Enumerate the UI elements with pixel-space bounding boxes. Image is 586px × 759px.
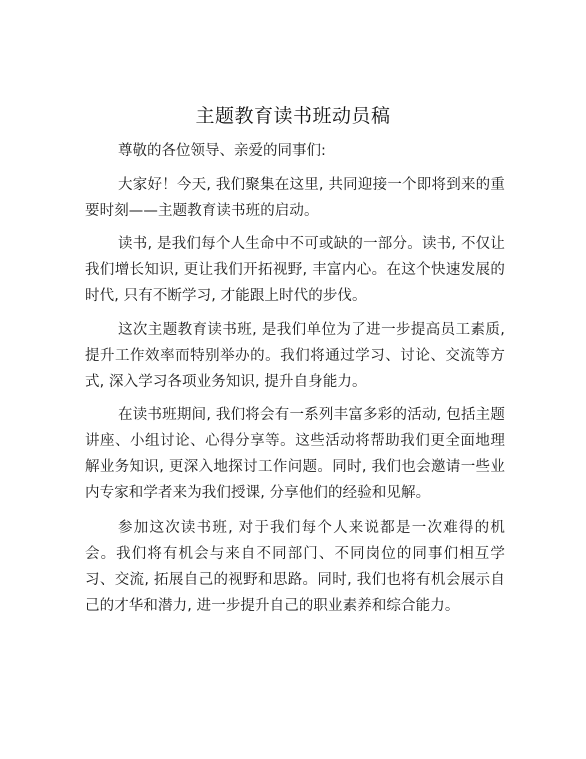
paragraph-purpose: 这次主题教育读书班, 是我们单位为了进一步提高员工素质, 提升工作效率而特别举办的。我们将通过学习、讨论、交流等方式, 深入学习各项业务知识, 提升自身能力。 (85, 322, 505, 390)
paragraph-opportunity: 参加这次读书班, 对于我们每个人来说都是一次难得的机会。我们将有机会与来自不同部门、不同岗位的同事们相互学习、交流, 拓展自己的视野和思路。同时, 我们也将有机会展示自己的才华和潜力, 进一步提升自己的职业素养和综合能力。 (85, 520, 505, 614)
document-title: 主题教育读书班动员稿 (195, 105, 391, 127)
paragraph-reading: 读书, 是我们每个人生命中不可或缺的一部分。读书, 不仅让我们增长知识, 更让我们开拓视野, 丰富内心。在这个快速发展的时代, 只有不断学习, 才能跟上时代的步伐。 (85, 236, 505, 304)
paragraph-greeting: 大家好！今天, 我们聚集在这里, 共同迎接一个即将到来的重要时刻——主题教育读书班的启动。 (85, 177, 505, 219)
salutation: 尊敬的各位领导、亲爱的同事们: (118, 143, 326, 159)
paragraph-activities: 在读书班期间, 我们将会有一系列丰富多彩的活动, 包括主题讲座、小组讨论、心得分享等。这些活动将帮助我们更全面地理解业务知识, 更深入地探讨工作问题。同时, 我们也会邀请一些业内专家和学者来为我们授课, 分享他们的经验和见解。 (85, 407, 505, 501)
